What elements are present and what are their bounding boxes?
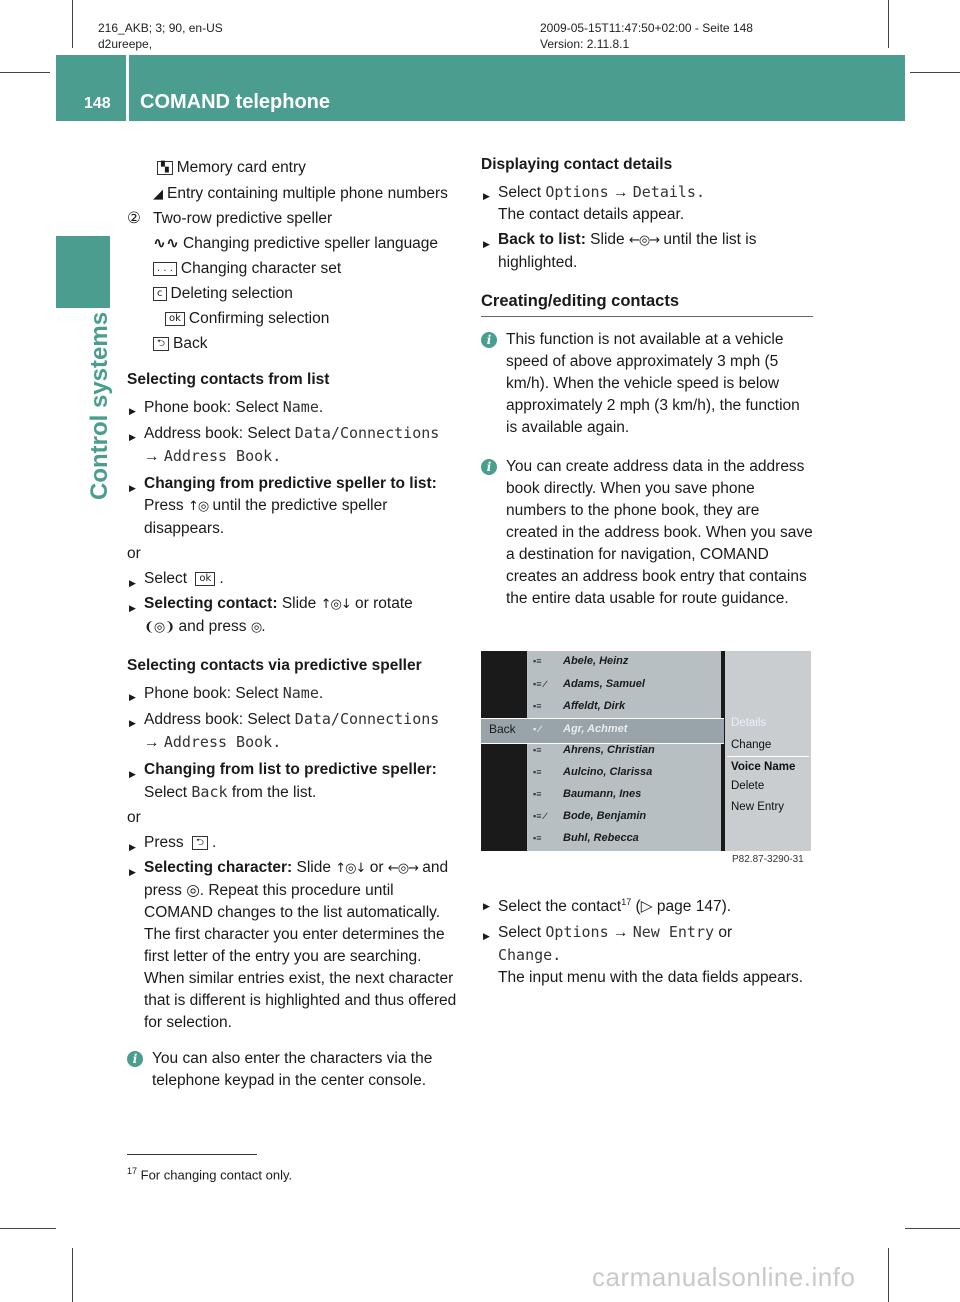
option-voice-name: Voice Name [731,761,796,773]
chapter-band [56,55,905,121]
delete-icon: c [153,287,167,301]
controller-press-icon: ◎ [250,620,262,635]
option-details: Details [731,717,767,729]
footnote: $^{17}$ For changing contact only. [127,1166,293,1183]
step-list-to-speller: ▶ Changing from list to predictive speller: Select Back from the list. [127,759,462,804]
heading-details: Displaying contact details [481,156,673,173]
band-divider [126,55,129,121]
legend-two-row: ② Two-row predictive speller [127,208,462,230]
contact-row: ▪≡ ∕ Bode, Benjamin [533,810,647,822]
controller-updown-icon: ↑◎↓ [320,597,351,612]
or-1: or [127,545,141,562]
controller-up-icon: ↑◎ [187,499,209,514]
page-number: 148 [84,95,111,112]
controller-leftright-icon: ←◎→ [387,861,418,876]
section-label: Control systems [86,311,113,500]
options-panel [725,651,811,851]
heading-creating: Creating/editing contacts [481,290,813,317]
step-select-contact: ▶ Select the contact$^{17}$ (▷ page 147). [481,891,813,918]
back-icon: ⮌ [153,337,169,351]
meta-line: 216_AKB; 3; 90, en-US [98,21,223,35]
heading-via-speller: Selecting contacts via predictive speller [127,657,422,674]
memory-card-icon: ▚ [157,161,173,175]
step-select-ok: ▶ Select ok . [127,568,462,590]
info-create: i You can create address data in the address book directly. When you save phone numbers to the phone book, they are created in the address book. When you save a destination for navigation, COMAND creates an address book entry that contains the entire data usable for route guidance. [481,456,813,610]
multi-phone-icon: ◢ [153,186,163,201]
charset-icon: . . . [153,262,177,276]
info-icon: i [481,332,497,348]
option-change: Change [731,739,772,751]
legend-confirm: ok Confirming selection [127,308,462,330]
screenshot-back: Back [489,722,516,736]
meta-line: Version: 2.11.8.1 [540,37,630,51]
contact-row: ▪≡ Abele, Heinz [533,655,629,667]
controller-updown-icon: ↑◎↓ [335,861,366,876]
contact-row: ▪≡ Ahrens, Christian [533,744,655,756]
screenshot-caption: P82.87-3290-31 [732,854,804,865]
meta-line: 2009-05-15T11:47:50+02:00 - Seite 148 [540,21,753,35]
comand-screenshot [481,651,811,851]
option-delete: Delete [731,780,765,792]
step-selecting-character: ▶ Selecting character: Slide ↑◎↓ or ←◎→ and press ◎. Repeat this procedure until COMAND changes to the list automatically. The first character you enter determines the first letter of the entry you are searching. When similar entries exist, the next character that is different is highlighted and thus offered for selection. [127,857,462,1034]
heading-from-list: Selecting contacts from list [127,371,330,388]
section-tab [56,236,110,308]
page-title: COMAND telephone [140,91,330,113]
step-new-entry: ▶ Select Options → New Entry or Change. The input menu with the data fields appears. [481,921,813,989]
ok-icon: ok [165,312,185,326]
info-icon: i [127,1051,143,1067]
contact-row: ▪≡ Aulcino, Clarissa [533,766,653,778]
footnote-rule [127,1154,257,1155]
contact-row: ▪ ∕ Agr, Achmet [533,723,628,735]
step-select-details: ▶ Select Options → Details. The contact details appear. [481,181,813,226]
info-speed: i This function is not available at a vehicle speed of above approximately 3 mph (5 km/h). When the vehicle speed is below approximately 2 mph (3 km/h), the function is available again. [481,329,813,439]
right-column [481,154,813,610]
meta-line: d2ureepe, [98,37,153,51]
step-phone-book-2: ▶ Phone book: Select Name. [127,682,462,705]
step-address-book-2: ▶ Address book: Select Data/Connections → Address Book. [127,708,462,754]
legend-change-lang: ∿∿ Changing predictive speller language [153,235,439,252]
watermark: carmanualsonline.info [592,1262,856,1292]
or-2: or [127,809,141,826]
step-back-to-list: ▶ Back to list: Slide ←◎→ until the list is highlighted. [481,229,813,274]
right-column-bottom [481,891,813,989]
contact-row: ▪≡ Buhl, Rebecca [533,832,639,844]
legend-delete: c Deleting selection [127,283,462,305]
option-new-entry: New Entry [731,801,785,813]
step-phone-book: ▶ Phone book: Select Name. [127,396,462,419]
step-speller-to-list: ▶ Changing from predictive speller to list: Press ↑◎ until the predictive speller disappears. [127,473,462,540]
language-icon: ∿∿ [153,235,179,252]
info-keypad: i You can also enter the characters via the telephone keypad in the center console. [127,1048,462,1092]
left-column [127,157,462,1092]
legend-memory-card: ▚ Memory card entry [127,157,462,179]
controller-rotate-icon: ❨◎❩ [144,620,175,635]
legend-multi-phone: ◢ Entry containing multiple phone numbers [153,185,448,202]
header-meta-right [540,20,753,52]
legend-charset: . . . Changing character set [127,258,462,280]
ok-icon: ok [195,572,215,586]
contact-row: ▪≡ Affeldt, Dirk [533,700,626,712]
contact-row: ▪≡ Baumann, Ines [533,788,642,800]
contact-row: ▪≡ ∕ Adams, Samuel [533,678,645,690]
marker-2: ② [127,210,141,227]
back-icon: ⮌ [192,836,208,850]
step-selecting-contact: ▶ Selecting contact: Slide ↑◎↓ or rotate ❨◎❩ and press ◎. [127,593,462,639]
step-press-back: ▶ Press ⮌ . [127,832,462,854]
header-meta-left [98,20,223,52]
step-address-book: ▶ Address book: Select Data/Connections → Address Book. [127,422,462,468]
legend-back: ⮌ Back [127,333,462,355]
controller-leftright-icon: ←◎→ [628,233,660,248]
info-icon: i [481,459,497,475]
